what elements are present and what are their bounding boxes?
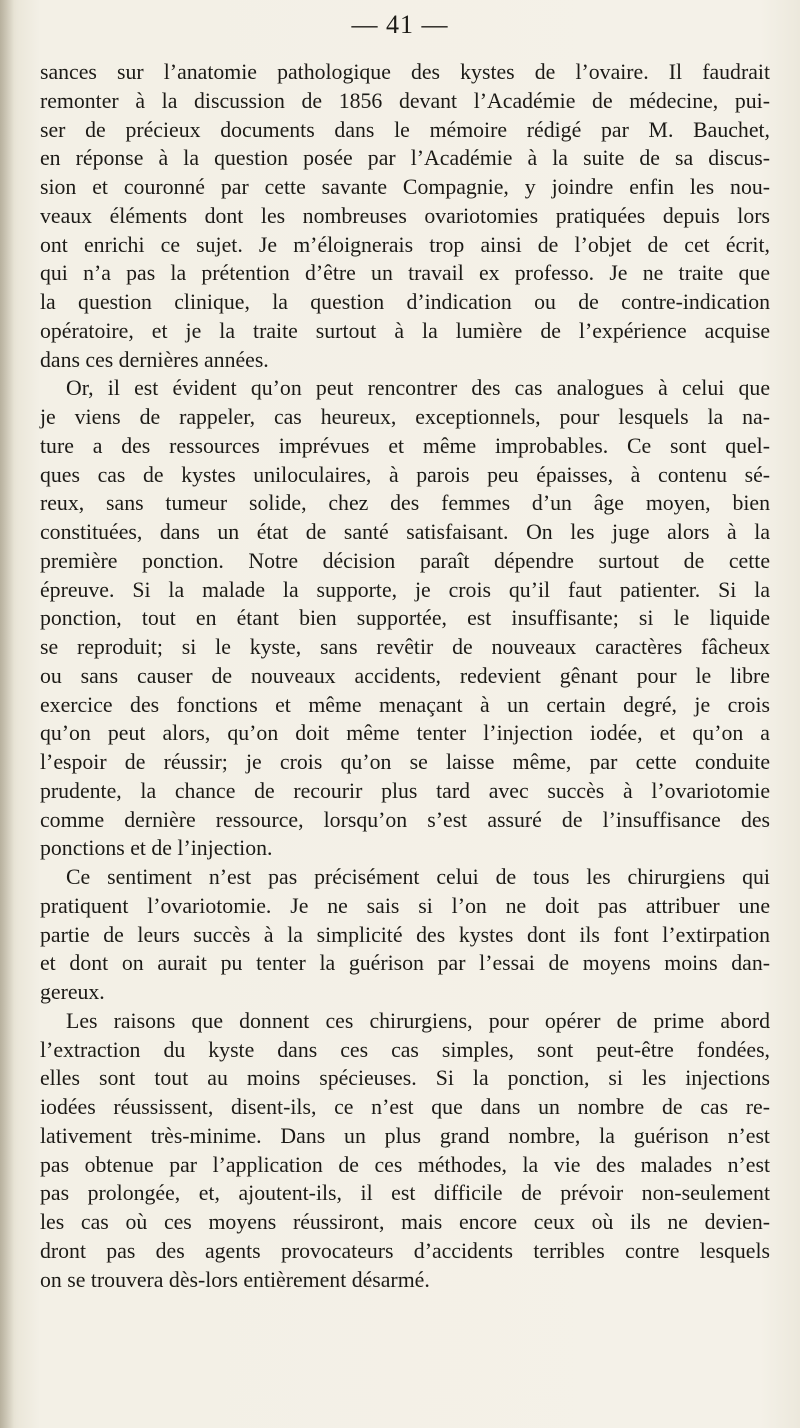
text-line: épreuve. Si la malade la supporte, je crois qu’il faut patienter. Si la [40, 577, 770, 602]
text-line: ser de précieux documents dans le mémoire rédigé par M. Bauchet, [40, 117, 770, 142]
text-line: gereux. [40, 980, 105, 1004]
text-line: constituées, dans un état de santé satisfaisant. On les juge alors à la [40, 520, 770, 544]
text-line: qui n’a pas la prétention d’être un travail ex professo. Je ne traite que [40, 261, 770, 286]
body-text [40, 58, 770, 1294]
text-line: partie de leurs succès à la simplicité des kystes dont ils font l’extirpation [40, 922, 770, 947]
text-line: reux, sans tumeur solide, chez des femmes d’un âge moyen, bien [40, 491, 770, 516]
text-line: Les raisons que donnent ces chirurgiens, pour opérer de prime abord [66, 1008, 770, 1033]
text-line: se reproduit; si le kyste, sans revêtir de nouveaux caractères fâcheux [40, 635, 770, 659]
text-line: ou sans causer de nouveaux accidents, redevient gênant pour le libre [40, 663, 770, 688]
text-line: pas obtenue par l’application de ces méthodes, la vie des malades n’est [40, 1152, 770, 1177]
text-line: l’espoir de réussir; je crois qu’on se laisse même, par cette conduite [40, 750, 770, 774]
text-line: dans ces dernières années. [40, 347, 269, 372]
text-line: comme dernière ressource, lorsqu’on s’est assuré de l’insuffisance des [40, 807, 770, 832]
text-line: l’extraction du kyste dans ces cas simples, sont peut-être fondées, [40, 1037, 770, 1062]
paragraph [40, 1007, 770, 1295]
text-line: première ponction. Notre décision paraît dépendre surtout de cette [40, 548, 770, 573]
text-line: dront pas des agents provocateurs d’accidents terribles contre lesquels [40, 1238, 770, 1263]
text-line: ques cas de kystes uniloculaires, à parois peu épaisses, à contenu sé- [40, 462, 770, 487]
text-line: qu’on peut alors, qu’on doit même tenter l’injection iodée, et qu’on a [40, 721, 770, 746]
text-line: veaux éléments dont les nombreuses ovariotomies pratiquées depuis lors [40, 203, 770, 228]
paragraph [40, 374, 770, 863]
text-line: remonter à la discussion de 1856 devant l’Académie de médecine, pui- [40, 88, 770, 113]
page-spine-shadow [0, 0, 14, 1428]
text-line: on se trouvera dès-lors entièrement désarmé. [40, 1267, 430, 1292]
text-line: exercice des fonctions et même menaçant à un certain degré, je crois [40, 692, 770, 717]
text-line: les cas où ces moyens réussiront, mais encore ceux où ils ne devien- [40, 1210, 770, 1234]
text-line: ont enrichi ce sujet. Je m’éloignerais trop ainsi de l’objet de cet écrit, [40, 232, 770, 257]
text-line: pratiquent l’ovariotomie. Je ne sais si l’on ne doit pas attribuer une [40, 893, 770, 918]
text-line: ponctions et de l’injection. [40, 836, 273, 861]
paragraph [40, 863, 770, 1007]
paragraph [40, 58, 770, 374]
text-line: prudente, la chance de recourir plus tard avec succès à l’ovariotomie [40, 778, 770, 803]
text-line: pas prolongée, et, ajoutent-ils, il est difficile de prévoir non-seulement [40, 1181, 770, 1206]
text-line: en réponse à la question posée par l’Académie à la suite de sa discus- [40, 146, 770, 171]
text-line: iodées réussissent, disent-ils, ce n’est que dans un nombre de cas re- [40, 1095, 770, 1119]
text-line: la question clinique, la question d’indication ou de contre-indication [40, 290, 770, 314]
text-line: ponction, tout en étant bien supportée, est insuffisante; si le liquide [40, 606, 770, 631]
page-number: — 41 — [351, 10, 449, 39]
text-line: opératoire, et je la traite surtout à la lumière de l’expérience acquise [40, 318, 770, 343]
text-line: ture a des ressources imprévues et même improbables. Ce sont quel- [40, 433, 770, 458]
text-line: je viens de rappeler, cas heureux, exceptionnels, pour lesquels la na- [40, 405, 770, 429]
text-line: Or, il est évident qu’on peut rencontrer des cas analogues à celui que [66, 376, 770, 401]
text-line: lativement très-minime. Dans un plus grand nombre, la guérison n’est [40, 1123, 770, 1148]
text-line: et dont on aurait pu tenter la guérison par l’essai de moyens moins dan- [40, 951, 770, 976]
text-line: sion et couronné par cette savante Compagnie, y joindre enfin les nou- [40, 175, 770, 199]
text-line: elles sont tout au moins spécieuses. Si la ponction, si les injections [40, 1066, 770, 1091]
text-line: Ce sentiment n’est pas précisément celui de tous les chirurgiens qui [66, 865, 770, 889]
text-line: sances sur l’anatomie pathologique des kystes de l’ovaire. Il faudrait [40, 60, 770, 84]
